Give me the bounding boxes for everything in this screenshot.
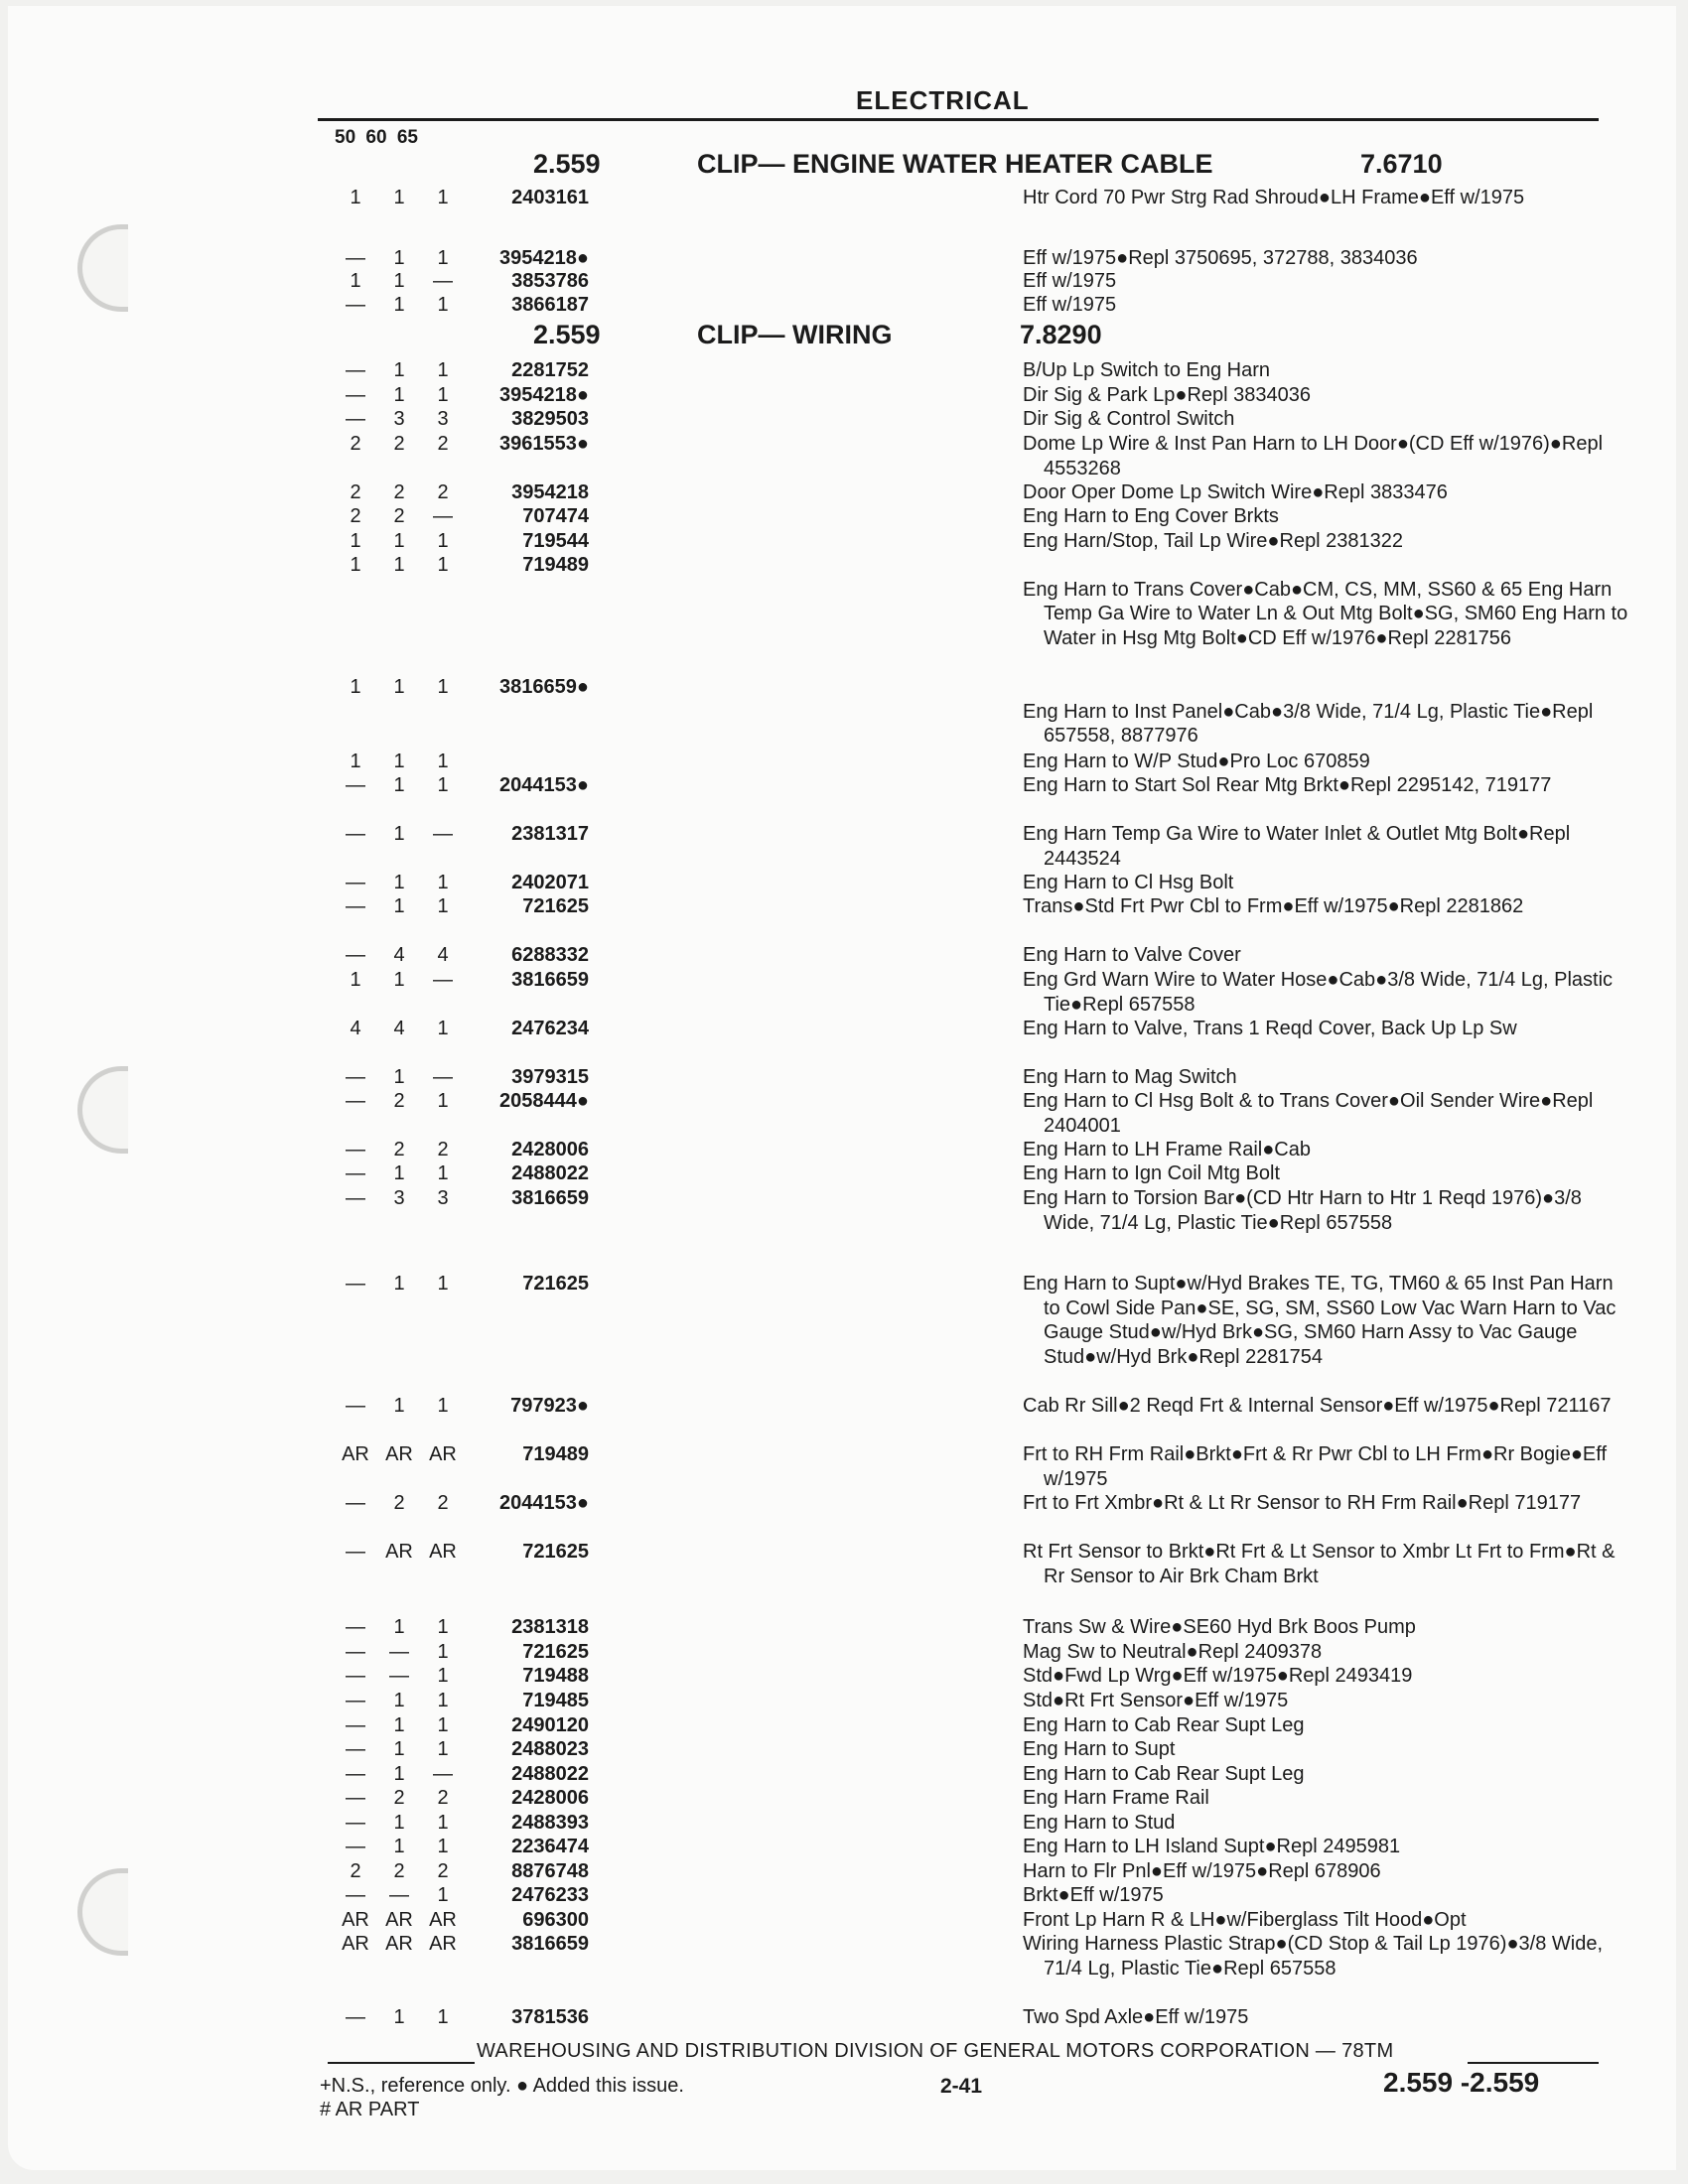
qty-60: 1 bbox=[393, 384, 405, 406]
qty-50: — bbox=[346, 1139, 365, 1160]
part-description: Eng Harn to Start Sol Rear Mtg Brkt●Repl 2295142, 719177 bbox=[1023, 774, 1552, 796]
part-number: 2381318 bbox=[511, 1616, 589, 1638]
part-number: 721625 bbox=[522, 895, 589, 917]
qty-60: 2 bbox=[393, 1139, 405, 1160]
qty-50: — bbox=[346, 1641, 365, 1663]
qty-60: AR bbox=[385, 1909, 413, 1931]
qty-65: — bbox=[433, 505, 453, 527]
qty-50: 1 bbox=[350, 187, 361, 208]
qty-65: 1 bbox=[437, 384, 449, 406]
qty-50: — bbox=[346, 1395, 365, 1417]
part-number: 6288332 bbox=[511, 944, 589, 966]
qty-50: — bbox=[346, 1066, 365, 1088]
part-number: 3829503 bbox=[511, 408, 589, 430]
section-header bbox=[0, 149, 1688, 183]
part-description: Std●Fwd Lp Wrg●Eff w/1975●Repl 2493419 bbox=[1023, 1665, 1413, 1687]
qty-65: — bbox=[433, 1763, 453, 1785]
qty-65: 1 bbox=[437, 554, 449, 576]
part-description: Two Spd Axle●Eff w/1975 bbox=[1023, 2006, 1249, 2028]
qty-65: 1 bbox=[437, 2006, 449, 2028]
qty-65: 1 bbox=[437, 1690, 449, 1711]
part-description: Eng Harn to Stud bbox=[1023, 1812, 1176, 1834]
part-number: 719485 bbox=[522, 1690, 589, 1711]
part-description: Trans Sw & Wire●SE60 Hyd Brk Boos Pump bbox=[1023, 1616, 1416, 1638]
part-number: 2428006 bbox=[511, 1787, 589, 1809]
part-description: Eng Harn to Eng Cover Brkts bbox=[1023, 505, 1279, 527]
qty-50: — bbox=[346, 247, 365, 269]
part-description: Eng Harn to Trans Cover●Cab●CM, CS, MM, SS60 & 65 Eng Harn Temp Ga Wire to Water Ln & Out Mtg Bolt●SG, SM60 Eng Harn to Water in Hsg Mtg Bolt●CD Eff w/1976●Repl 2281756 bbox=[1023, 578, 1628, 649]
qty-65: 1 bbox=[437, 1273, 449, 1295]
qty-65: 1 bbox=[437, 774, 449, 796]
qty-65: AR bbox=[429, 1933, 457, 1955]
part-number: 3979315 bbox=[511, 1066, 589, 1088]
qty-50: — bbox=[346, 1665, 365, 1687]
qty-65: 1 bbox=[437, 1812, 449, 1834]
part-number: 3961553● bbox=[499, 433, 589, 455]
part-description: Eng Harn to Torsion Bar●(CD Htr Harn to Htr 1 Reqd 1976)●3/8 Wide, 71/4 Lg, Plastic Tie●Repl 657558 bbox=[1023, 1187, 1582, 1234]
part-description: Eng Harn to LH Frame Rail●Cab bbox=[1023, 1139, 1311, 1160]
qty-65: — bbox=[433, 270, 453, 292]
part-description: Eff w/1975●Repl 3750695, 372788, 3834036 bbox=[1023, 247, 1418, 269]
qty-65: 1 bbox=[437, 1641, 449, 1663]
part-number: 719489 bbox=[522, 554, 589, 576]
qty-60: 2 bbox=[393, 1787, 405, 1809]
part-description: Brkt●Eff w/1975 bbox=[1023, 1884, 1164, 1906]
qty-65: — bbox=[433, 823, 453, 845]
part-description: Eng Harn to Ign Coil Mtg Bolt bbox=[1023, 1162, 1281, 1184]
part-description: Eng Harn to Cab Rear Supt Leg bbox=[1023, 1763, 1305, 1785]
part-description: Eng Harn to Cl Hsg Bolt bbox=[1023, 872, 1234, 893]
qty-65: 1 bbox=[437, 1714, 449, 1736]
qty-60: 1 bbox=[393, 1616, 405, 1638]
qty-65: 1 bbox=[437, 1665, 449, 1687]
qty-60: 1 bbox=[393, 554, 405, 576]
qty-50: — bbox=[346, 1884, 365, 1906]
qty-60: 2 bbox=[393, 1090, 405, 1112]
footnote-ns: +N.S., reference only. ● Added this issue. bbox=[320, 2075, 684, 2097]
part-description: Eng Harn/Stop, Tail Lp Wire●Repl 2381322 bbox=[1023, 530, 1404, 552]
qty-50: — bbox=[346, 359, 365, 381]
qty-60: 1 bbox=[393, 1714, 405, 1736]
qty-60: 1 bbox=[393, 823, 405, 845]
qty-60: 3 bbox=[393, 1187, 405, 1209]
part-description: Eff w/1975 bbox=[1023, 270, 1117, 292]
qty-50: — bbox=[346, 1714, 365, 1736]
qty-60: 1 bbox=[393, 1812, 405, 1834]
qty-65: 1 bbox=[437, 1162, 449, 1184]
qty-50: — bbox=[346, 1492, 365, 1514]
part-description: Frt to RH Frm Rail●Brkt●Frt & Rr Pwr Cbl to LH Frm●Rr Bogie●Eff w/1975 bbox=[1023, 1443, 1608, 1490]
qty-65: 1 bbox=[437, 247, 449, 269]
qty-60: AR bbox=[385, 1933, 413, 1955]
qty-60: 1 bbox=[393, 1066, 405, 1088]
part-description: Eng Harn to Inst Panel●Cab●3/8 Wide, 71/4 Lg, Plastic Tie●Repl 657558, 8877976 bbox=[1023, 700, 1594, 747]
qty-50: 2 bbox=[350, 1860, 361, 1882]
qty-50: 1 bbox=[350, 530, 361, 552]
part-description: Harn to Flr Pnl●Eff w/1975●Repl 678906 bbox=[1023, 1860, 1381, 1882]
qty-65: 2 bbox=[437, 1787, 449, 1809]
part-number: 797923● bbox=[510, 1395, 589, 1417]
qty-60: AR bbox=[385, 1443, 413, 1465]
qty-65: 1 bbox=[437, 294, 449, 316]
qty-65: 2 bbox=[437, 481, 449, 503]
part-number: 2428006 bbox=[511, 1139, 589, 1160]
footer-text: WAREHOUSING AND DISTRIBUTION DIVISION OF GENERAL MOTORS CORPORATION — 78TM bbox=[477, 2040, 1394, 2062]
qty-50: — bbox=[346, 895, 365, 917]
part-number: 2236474 bbox=[511, 1836, 589, 1857]
qty-65: — bbox=[433, 1066, 453, 1088]
qty-65: AR bbox=[429, 1909, 457, 1931]
qty-60: 1 bbox=[393, 1690, 405, 1711]
qty-50: AR bbox=[342, 1443, 369, 1465]
qty-65: 2 bbox=[437, 433, 449, 455]
qty-50: — bbox=[346, 872, 365, 893]
qty-50: 1 bbox=[350, 751, 361, 772]
part-description: Dir Sig & Park Lp●Repl 3834036 bbox=[1023, 384, 1312, 406]
qty-65: 1 bbox=[437, 1090, 449, 1112]
part-description: Eng Harn Frame Rail bbox=[1023, 1787, 1209, 1809]
qty-65: 2 bbox=[437, 1860, 449, 1882]
qty-60: 1 bbox=[393, 676, 405, 698]
qty-60: 1 bbox=[393, 530, 405, 552]
part-description: Wiring Harness Plastic Strap●(CD Stop & Tail Lp 1976)●3/8 Wide, 71/4 Lg, Plastic Tie●Repl 657558 bbox=[1023, 1933, 1604, 1979]
binder-hole bbox=[77, 1868, 128, 1956]
qty-50: AR bbox=[342, 1909, 369, 1931]
part-number: 696300 bbox=[522, 1909, 589, 1931]
qty-60: 1 bbox=[393, 294, 405, 316]
part-description: Eng Harn to Valve Cover bbox=[1023, 944, 1241, 966]
section-group-number: 2.559 bbox=[533, 320, 601, 349]
qty-65: 2 bbox=[437, 1139, 449, 1160]
part-number: 721625 bbox=[522, 1541, 589, 1563]
part-number: 3853786 bbox=[511, 270, 589, 292]
section-code: 7.6710 bbox=[1360, 149, 1443, 179]
qty-50: 1 bbox=[350, 270, 361, 292]
qty-60: 1 bbox=[393, 359, 405, 381]
part-number: 2488022 bbox=[511, 1162, 589, 1184]
qty-50: — bbox=[346, 1616, 365, 1638]
qty-50: — bbox=[346, 1836, 365, 1857]
part-description: Door Oper Dome Lp Switch Wire●Repl 3833476 bbox=[1023, 481, 1448, 503]
qty-65: 2 bbox=[437, 1492, 449, 1514]
part-number: 2403161 bbox=[511, 187, 589, 208]
qty-60: 1 bbox=[393, 895, 405, 917]
section-name: CLIP— ENGINE WATER HEATER CABLE bbox=[697, 149, 1213, 179]
qty-65: 1 bbox=[437, 1395, 449, 1417]
part-number: 3816659 bbox=[511, 1933, 589, 1955]
qty-60: 4 bbox=[393, 944, 405, 966]
qty-50: — bbox=[346, 1273, 365, 1295]
part-number: 719488 bbox=[522, 1665, 589, 1687]
part-number: 3816659 bbox=[511, 1187, 589, 1209]
qty-65: 1 bbox=[437, 1616, 449, 1638]
part-number: 2476234 bbox=[511, 1018, 589, 1039]
qty-65: AR bbox=[429, 1541, 457, 1563]
section-group-number: 2.559 bbox=[533, 149, 601, 179]
qty-60: 1 bbox=[393, 774, 405, 796]
qty-65: 1 bbox=[437, 872, 449, 893]
qty-60: 1 bbox=[393, 187, 405, 208]
part-description: Eff w/1975 bbox=[1023, 294, 1117, 316]
qty-50: — bbox=[346, 944, 365, 966]
qty-65: 1 bbox=[437, 187, 449, 208]
part-description: Eng Harn to Valve, Trans 1 Reqd Cover, Back Up Lp Sw bbox=[1023, 1018, 1517, 1039]
page-number: 2-41 bbox=[940, 2075, 983, 2098]
part-description: Htr Cord 70 Pwr Strg Rad Shroud●LH Frame●Eff w/1975 bbox=[1023, 187, 1525, 208]
part-description: Mag Sw to Neutral●Repl 2409378 bbox=[1023, 1641, 1323, 1663]
qty-65: 1 bbox=[437, 751, 449, 772]
part-number: 3954218● bbox=[499, 247, 589, 269]
part-number: 3781536 bbox=[511, 2006, 589, 2028]
qty-50: — bbox=[346, 2006, 365, 2028]
qty-60: 2 bbox=[393, 1492, 405, 1514]
qty-50: — bbox=[346, 1541, 365, 1563]
qty-60: 1 bbox=[393, 751, 405, 772]
footnote-ar: # AR PART bbox=[320, 2099, 420, 2120]
qty-65: 3 bbox=[437, 1187, 449, 1209]
part-number: 3816659 bbox=[511, 969, 589, 991]
qty-50: 1 bbox=[350, 676, 361, 698]
qty-60: 1 bbox=[393, 1395, 405, 1417]
part-description: Eng Harn to Supt bbox=[1023, 1738, 1176, 1760]
part-description: Eng Harn to LH Island Supt●Repl 2495981 bbox=[1023, 1836, 1401, 1857]
footer-line bbox=[328, 2040, 1599, 2064]
qty-60: 1 bbox=[393, 247, 405, 269]
part-number: 2381317 bbox=[511, 823, 589, 845]
part-number: 719489 bbox=[522, 1443, 589, 1465]
header-rule bbox=[318, 118, 1599, 121]
part-description: Front Lp Harn R & LH●w/Fiberglass Tilt Hood●Opt bbox=[1023, 1909, 1467, 1931]
qty-65: 3 bbox=[437, 408, 449, 430]
qty-65: 1 bbox=[437, 1018, 449, 1039]
part-description: Eng Harn to Mag Switch bbox=[1023, 1066, 1237, 1088]
qty-50: 2 bbox=[350, 433, 361, 455]
qty-50: — bbox=[346, 1090, 365, 1112]
qty-50: — bbox=[346, 823, 365, 845]
qty-50: — bbox=[346, 294, 365, 316]
part-number: 3954218 bbox=[511, 481, 589, 503]
part-description: Eng Harn to Cl Hsg Bolt & to Trans Cover●Oil Sender Wire●Repl 2404001 bbox=[1023, 1090, 1594, 1137]
part-number: 2488393 bbox=[511, 1812, 589, 1834]
part-description: Eng Harn to Supt●w/Hyd Brakes TE, TG, TM60 & 65 Inst Pan Harn to Cowl Side Pan●SE, SG, SM, SS60 Low Vac Warn Harn to Vac Gauge Stud●w/Hyd Brk●SG, SM60 Harn Assy to Vac Gauge Stud●w/Hyd Brk●Repl 2281754 bbox=[1023, 1273, 1617, 1368]
part-description: Eng Harn Temp Ga Wire to Water Inlet & Outlet Mtg Bolt●Repl 2443524 bbox=[1023, 823, 1571, 870]
part-description: Cab Rr Sill●2 Reqd Frt & Internal Sensor●Eff w/1975●Repl 721167 bbox=[1023, 1395, 1612, 1417]
quantity-column-headers: 50 60 65 bbox=[335, 127, 418, 148]
qty-50: — bbox=[346, 1763, 365, 1785]
qty-50: — bbox=[346, 1690, 365, 1711]
qty-65: — bbox=[433, 969, 453, 991]
part-number: 719544 bbox=[522, 530, 589, 552]
part-number: 2044153● bbox=[499, 774, 589, 796]
qty-60: — bbox=[389, 1884, 409, 1906]
part-number: 721625 bbox=[522, 1641, 589, 1663]
part-number: 3866187 bbox=[511, 294, 589, 316]
binder-hole bbox=[77, 224, 128, 312]
section-code: 7.8290 bbox=[1020, 320, 1102, 349]
part-number: 2402071 bbox=[511, 872, 589, 893]
qty-65: 1 bbox=[437, 1738, 449, 1760]
qty-50: — bbox=[346, 384, 365, 406]
part-description: Std●Rt Frt Sensor●Eff w/1975 bbox=[1023, 1690, 1289, 1711]
qty-50: — bbox=[346, 1787, 365, 1809]
qty-65: 1 bbox=[437, 1836, 449, 1857]
qty-50: 2 bbox=[350, 481, 361, 503]
part-number: 2044153● bbox=[499, 1492, 589, 1514]
qty-50: — bbox=[346, 408, 365, 430]
part-description: Trans●Std Frt Pwr Cbl to Frm●Eff w/1975●Repl 2281862 bbox=[1023, 895, 1524, 917]
qty-60: 2 bbox=[393, 1860, 405, 1882]
qty-50: 1 bbox=[350, 554, 361, 576]
qty-60: 1 bbox=[393, 872, 405, 893]
qty-65: 1 bbox=[437, 676, 449, 698]
qty-65: 1 bbox=[437, 895, 449, 917]
qty-60: 1 bbox=[393, 1738, 405, 1760]
qty-60: 2 bbox=[393, 433, 405, 455]
qty-50: — bbox=[346, 1812, 365, 1834]
section-range: 2.559 -2.559 bbox=[1383, 2067, 1540, 2098]
qty-60: 1 bbox=[393, 1763, 405, 1785]
qty-60: 1 bbox=[393, 270, 405, 292]
part-number: 2490120 bbox=[511, 1714, 589, 1736]
part-number: 707474 bbox=[522, 505, 589, 527]
qty-60: AR bbox=[385, 1541, 413, 1563]
binder-hole bbox=[77, 1066, 128, 1154]
qty-50: 2 bbox=[350, 505, 361, 527]
qty-60: — bbox=[389, 1665, 409, 1687]
page-title: ELECTRICAL bbox=[856, 85, 1030, 115]
part-number: 2488022 bbox=[511, 1763, 589, 1785]
qty-60: 2 bbox=[393, 505, 405, 527]
part-description: Rt Frt Sensor to Brkt●Rt Frt & Lt Sensor to Xmbr Lt Frt to Frm●Rt & Rr Sensor to Air Brk Cham Brkt bbox=[1023, 1541, 1616, 1587]
part-number: 2476233 bbox=[511, 1884, 589, 1906]
qty-60: 1 bbox=[393, 1273, 405, 1295]
qty-50: — bbox=[346, 774, 365, 796]
part-number: 8876748 bbox=[511, 1860, 589, 1882]
part-number: 3816659● bbox=[499, 676, 589, 698]
part-number: 3954218● bbox=[499, 384, 589, 406]
qty-50: — bbox=[346, 1738, 365, 1760]
qty-50: — bbox=[346, 1187, 365, 1209]
qty-60: 4 bbox=[393, 1018, 405, 1039]
part-description: Dir Sig & Control Switch bbox=[1023, 408, 1235, 430]
part-number: 2281752 bbox=[511, 359, 589, 381]
section-name: CLIP— WIRING bbox=[697, 320, 893, 349]
qty-60: 2 bbox=[393, 481, 405, 503]
part-description: B/Up Lp Switch to Eng Harn bbox=[1023, 359, 1271, 381]
section-header bbox=[0, 320, 1688, 353]
qty-50: — bbox=[346, 1162, 365, 1184]
qty-65: AR bbox=[429, 1443, 457, 1465]
qty-65: 1 bbox=[437, 530, 449, 552]
qty-60: 1 bbox=[393, 2006, 405, 2028]
part-description: Dome Lp Wire & Inst Pan Harn to LH Door●(CD Eff w/1976)●Repl 4553268 bbox=[1023, 433, 1604, 479]
qty-60: 3 bbox=[393, 408, 405, 430]
qty-60: 1 bbox=[393, 1162, 405, 1184]
part-description: Eng Harn to W/P Stud●Pro Loc 670859 bbox=[1023, 751, 1370, 772]
part-number: 2488023 bbox=[511, 1738, 589, 1760]
part-description: Eng Grd Warn Wire to Water Hose●Cab●3/8 Wide, 71/4 Lg, Plastic Tie●Repl 657558 bbox=[1023, 969, 1614, 1016]
qty-60: 1 bbox=[393, 969, 405, 991]
qty-60: — bbox=[389, 1641, 409, 1663]
part-number: 721625 bbox=[522, 1273, 589, 1295]
qty-60: 1 bbox=[393, 1836, 405, 1857]
qty-65: 1 bbox=[437, 359, 449, 381]
qty-50: 1 bbox=[350, 969, 361, 991]
part-description: Frt to Frt Xmbr●Rt & Lt Rr Sensor to RH Frm Rail●Repl 719177 bbox=[1023, 1492, 1582, 1514]
part-number: 2058444● bbox=[499, 1090, 589, 1112]
qty-65: 1 bbox=[437, 1884, 449, 1906]
qty-50: AR bbox=[342, 1933, 369, 1955]
qty-50: 4 bbox=[350, 1018, 361, 1039]
part-description: Eng Harn to Cab Rear Supt Leg bbox=[1023, 1714, 1305, 1736]
qty-65: 4 bbox=[437, 944, 449, 966]
